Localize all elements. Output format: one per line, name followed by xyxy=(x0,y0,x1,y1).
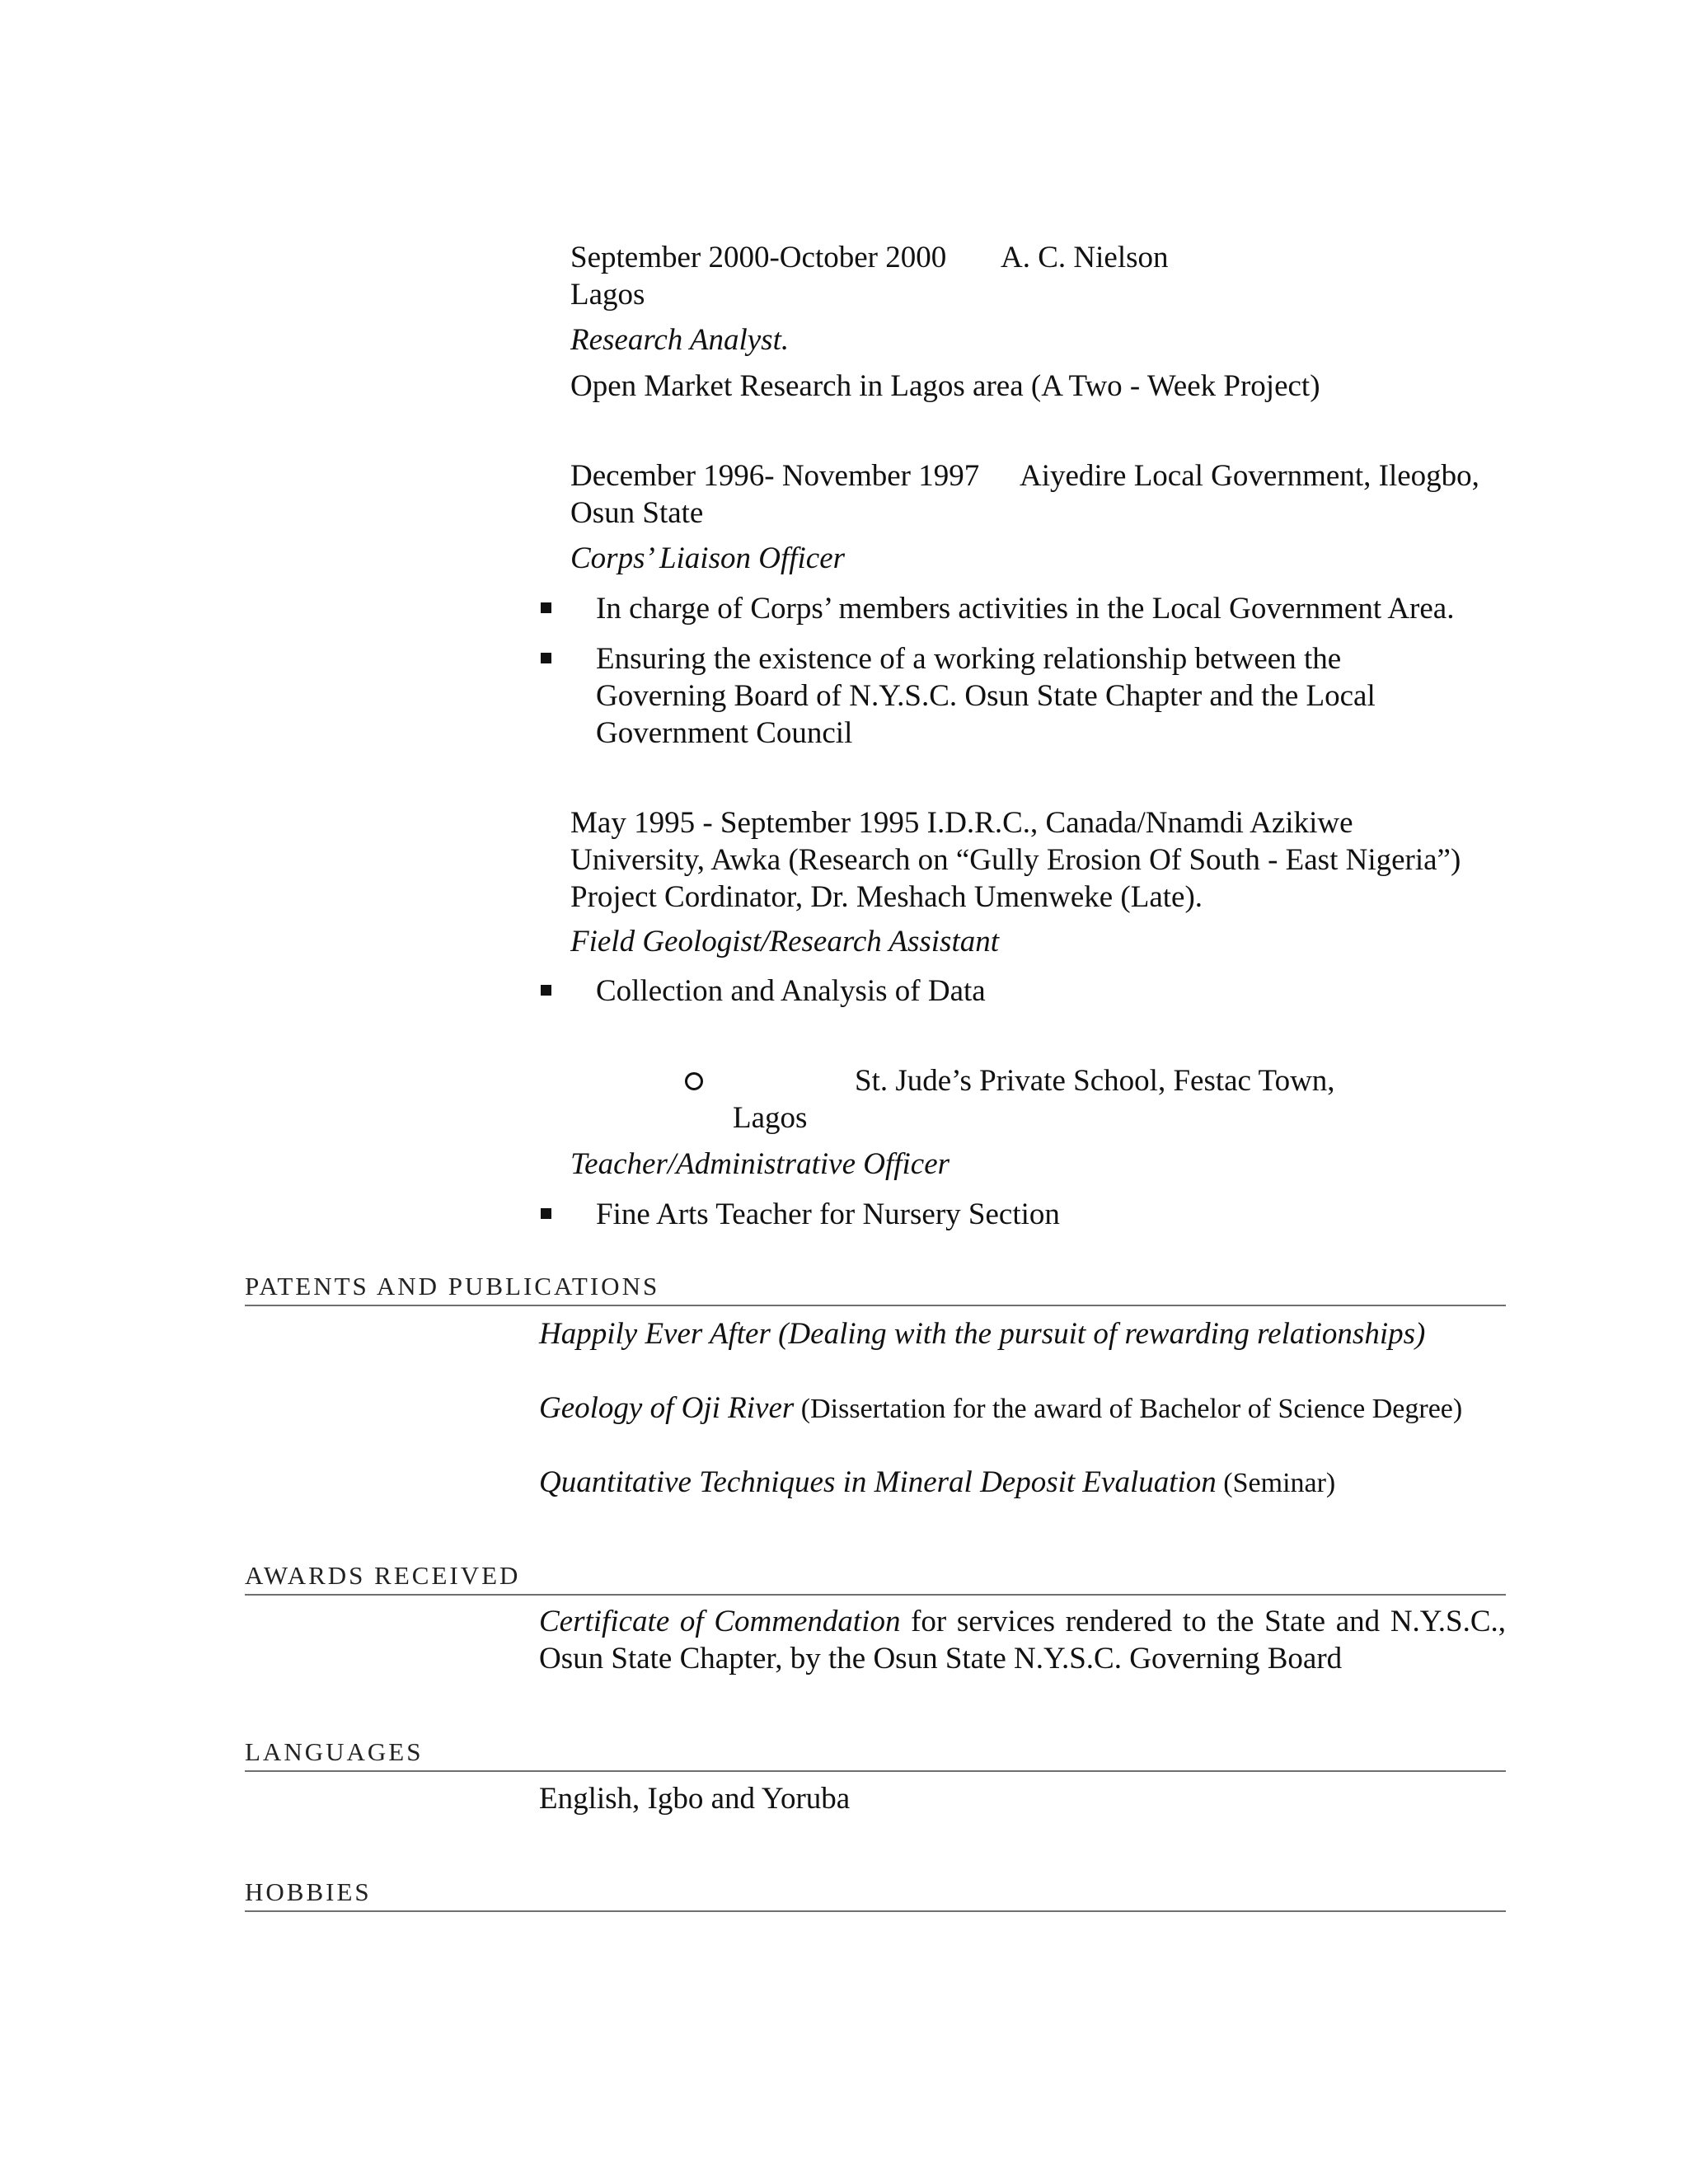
stjude-location: Lagos xyxy=(733,1101,808,1135)
circle-bullet-icon xyxy=(685,1072,703,1090)
bullet-icon xyxy=(541,653,551,663)
publication-note: (Seminar) xyxy=(1216,1468,1336,1498)
nielson-employer: A. C. Nielson xyxy=(1001,241,1169,274)
section-heading-publications: PATENTS AND PUBLICATIONS xyxy=(245,1272,660,1301)
stjude-bullet-1: Fine Arts Teacher for Nursery Section xyxy=(596,1197,1060,1231)
bullet-icon xyxy=(541,602,551,613)
aiyedire-location: Osun State xyxy=(570,496,704,530)
aiyedire-dates: December 1996- November 1997 xyxy=(570,459,980,493)
bullet-icon xyxy=(541,985,551,996)
award-description: for services rendered to the State and N.Y.S.C., Osun State Chapter, by the Osun State N.Y.S.C. Governing Board xyxy=(539,1605,1506,1675)
section-divider xyxy=(245,1594,1506,1596)
section-divider xyxy=(245,1770,1506,1772)
languages-text: English, Igbo and Yoruba xyxy=(539,1782,851,1816)
idrc-bullet-1: Collection and Analysis of Data xyxy=(596,974,986,1008)
aiyedire-bullet-2-cont2: Government Council xyxy=(596,716,853,750)
aiyedire-bullet-1: In charge of Corps’ members activities in the Local Government Area. xyxy=(596,592,1455,626)
idrc-line-2: University, Awka (Research on “Gully Erosion Of South - East Nigeria”) xyxy=(570,843,1461,877)
section-heading-languages: LANGUAGES xyxy=(245,1737,424,1766)
nielson-location: Lagos xyxy=(570,278,645,312)
section-heading-hobbies: HOBBIES xyxy=(245,1877,372,1906)
publication-item-1 xyxy=(539,1315,1425,1353)
nielson-description: Open Market Research in Lagos area (A Two - Week Project) xyxy=(570,369,1320,403)
idrc-line-1: May 1995 - September 1995 I.D.R.C., Canada/Nnamdi Azikiwe xyxy=(570,806,1353,840)
nielson-title: Research Analyst. xyxy=(570,323,790,357)
section-divider xyxy=(245,1305,1506,1306)
idrc-line-3: Project Cordinator, Dr. Meshach Umenweke (Late). xyxy=(570,880,1203,914)
section-divider xyxy=(245,1910,1506,1912)
aiyedire-employer: Aiyedire Local Government, Ileogbo, xyxy=(1020,459,1479,493)
publication-title: Quantitative Techniques in Mineral Deposit Evaluation xyxy=(539,1465,1217,1499)
aiyedire-bullet-2-cont: Governing Board of N.Y.S.C. Osun State Chapter and the Local xyxy=(596,679,1376,713)
publication-item-2 xyxy=(539,1390,1462,1427)
idrc-title: Field Geologist/Research Assistant xyxy=(570,925,1000,958)
stjude-title: Teacher/Administrative Officer xyxy=(570,1147,950,1181)
nielson-dates: September 2000-October 2000 xyxy=(570,241,947,274)
publication-item-3 xyxy=(539,1464,1335,1502)
award-title: Certificate of Commendation xyxy=(539,1605,901,1638)
aiyedire-bullet-2: Ensuring the existence of a working relationship between the xyxy=(596,642,1342,676)
publication-title: Geology of Oji River xyxy=(539,1391,795,1425)
aiyedire-title: Corps’ Liaison Officer xyxy=(570,541,846,575)
bullet-icon xyxy=(541,1208,551,1219)
section-heading-awards: AWARDS RECEIVED xyxy=(245,1561,521,1590)
stjude-employer: St. Jude’s Private School, Festac Town, xyxy=(855,1064,1335,1098)
publication-note: (Dissertation for the award of Bachelor of Science Degree) xyxy=(794,1394,1463,1424)
publication-title: Happily Ever After (Dealing with the pursuit of rewarding relationships) xyxy=(539,1317,1426,1351)
award-text xyxy=(539,1603,1506,1677)
